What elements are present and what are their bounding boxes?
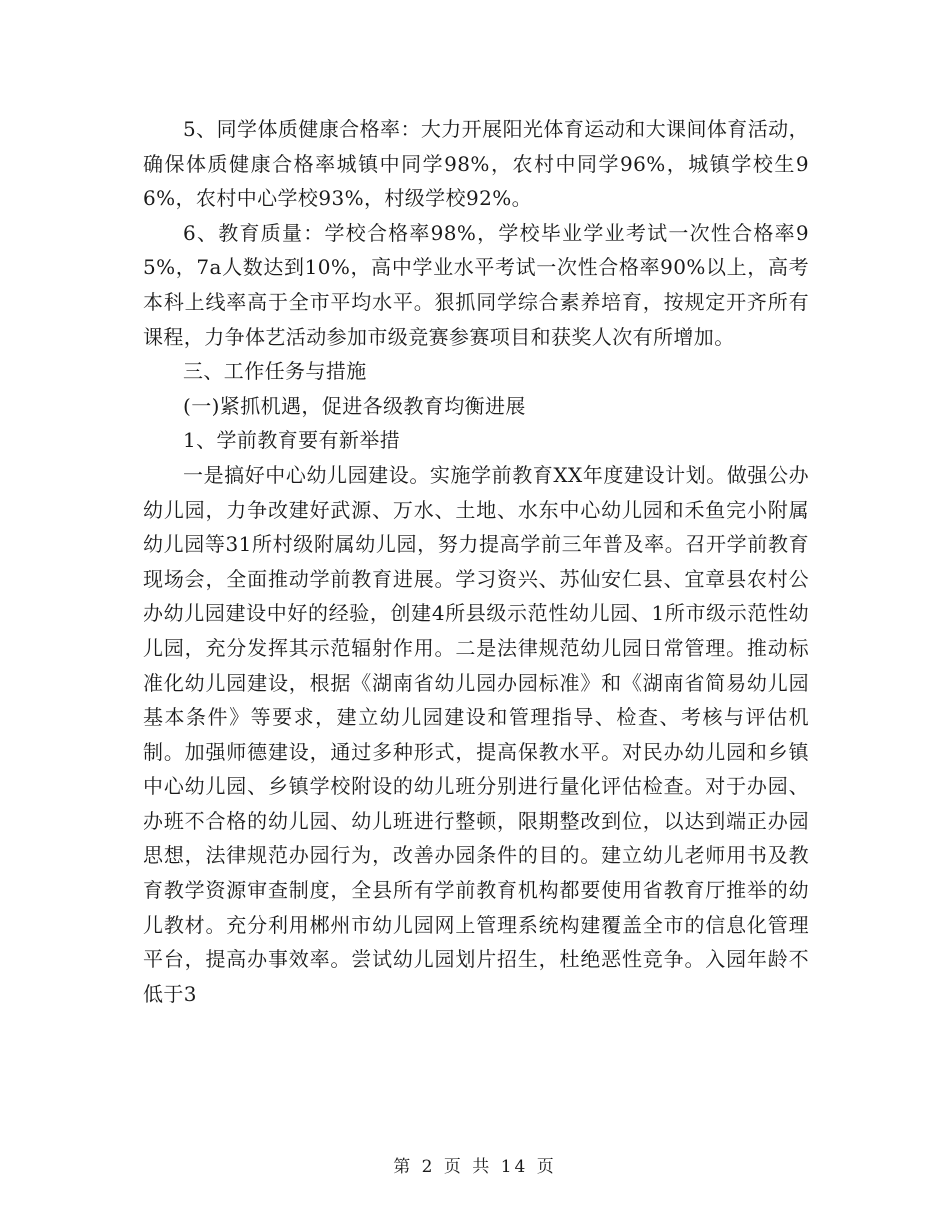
paragraph-health-rate: 5、同学体质健康合格率：大力开展阳光体育运动和大课间体育活动，确保体质健康合格率城镇中同学98%，农村中同学96%，城镇学校生96%，农村中心学校93%，村级学校92%。 (143, 117, 809, 211)
page-number-footer: 第 2 页 共 14 页 (393, 1157, 557, 1177)
paragraph-education-quality: 6、教育质量：学校合格率98%，学校毕业学业考试一次性合格率95%，7a人数达到10%，高中学业水平考试一次性合格率90%以上，高考本科上线率高于全市平均水平。狠抓同学综合素养培育，按规定开齐所有课程，力争体艺活动参加市级竞赛参赛项目和获奖人次有所增加。 (143, 220, 809, 349)
section-heading-tasks: 三、工作任务与措施 (183, 359, 367, 384)
paragraph-preschool-measures: 一是搞好中心幼儿园建设。实施学前教育XX年度建设计划。做强公办幼儿园，力争改建好武源、万水、土地、水东中心幼儿园和禾鱼完小附属幼儿园等31所村级附属幼儿园，努力提高学前三年普及率。召开学前教育现场会，全面推动学前教育进展。学习资兴、苏仙安仁县、宜章县农村公办幼儿园建设中好的经验，创建4所县级示范性幼儿园、1所市级示范性幼儿园，充分发挥其示范辐射作用。二是法律规范幼儿园日常管理。推动标准化幼儿园建设，根据《湖南省幼儿园办园标准》和《湖南省简易幼儿园基本条件》等要求，建立幼儿园建设和管理指导、检查、考核与评估机制。加强师德建设，通过多种形式，提高保教水平。对民办幼儿园和乡镇中心幼儿园、乡镇学校附设的幼儿班分别进行量化评估检查。对于办园、办班不合格的幼儿园、幼儿班进行整顿，限期整改到位，以达到端正办园思想，法律规范办园行为，改善办园条件的目的。建立幼儿老师用书及教育教学资源审查制度，全县所有学前教育机构都要使用省教育厅推举的幼儿教材。充分利用郴州市幼儿园网上管理系统构建覆盖全市的信息化管理平台，提高办事效率。尝试幼儿园划片招生，杜绝恶性竞争。入园年龄不低于3 (143, 462, 809, 1006)
subsection-heading-balanced-development: (一)紧抓机遇，促进各级教育均衡进展 (183, 393, 526, 418)
item-heading-preschool: 1、学前教育要有新举措 (183, 428, 401, 453)
document-body (143, 112, 809, 1011)
